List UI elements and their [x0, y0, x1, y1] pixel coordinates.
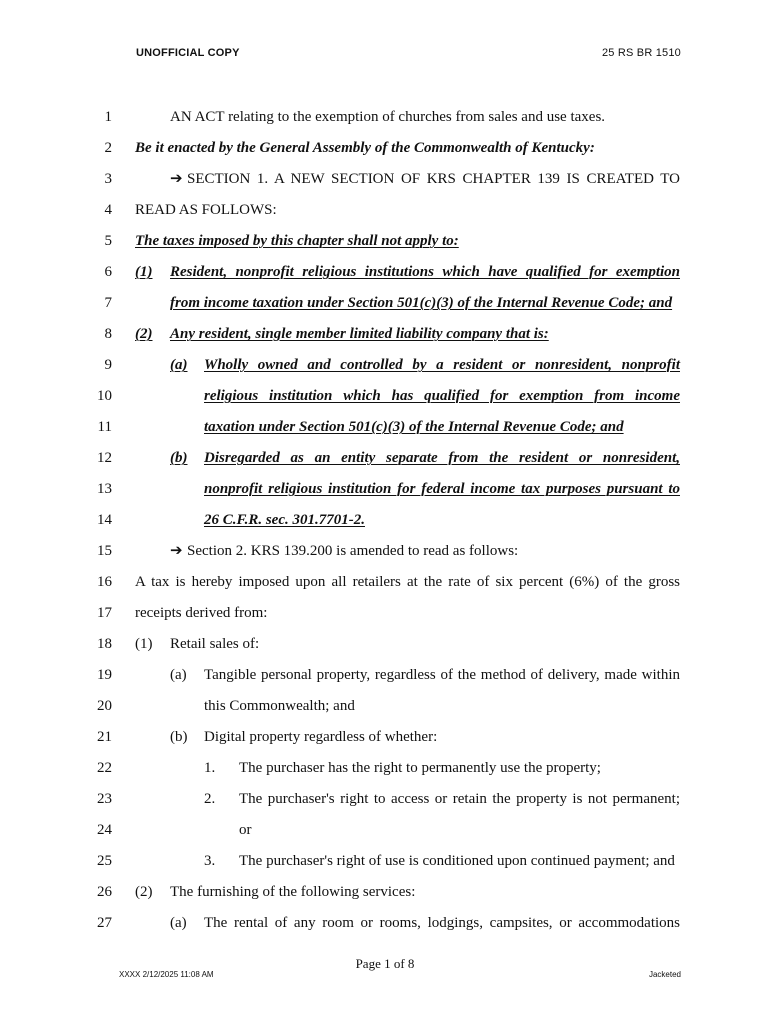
doc-line: [0, 572, 770, 596]
line-text: The furnishing of the following services:: [170, 884, 416, 900]
doc-line: [0, 169, 770, 193]
list-marker: 3.: [204, 853, 216, 869]
header-right: 25 RS BR 1510: [601, 47, 681, 59]
doc-line: [0, 448, 770, 472]
doc-line: [0, 107, 770, 131]
list-marker: (a): [170, 357, 188, 373]
line-number: 14: [97, 512, 112, 528]
line-text: Retail sales of:: [170, 636, 260, 652]
line-number: 5: [104, 233, 112, 249]
new-text: religious institution which has qualified for exemption from income: [204, 388, 680, 404]
doc-line: [0, 262, 770, 286]
line-number: 24: [97, 822, 112, 838]
doc-line: [0, 293, 770, 317]
doc-line: [0, 851, 770, 875]
line-number: 13: [97, 481, 112, 497]
new-text: Disregarded as an entity separate from the resident or nonresident,: [204, 450, 680, 466]
line-text: or: [239, 822, 252, 838]
line-number: 15: [97, 543, 112, 559]
doc-line: [0, 417, 770, 441]
new-text: The taxes imposed by this chapter shall not apply to:: [135, 233, 459, 249]
doc-line: [0, 231, 770, 255]
arrow-icon: ➔: [170, 171, 183, 187]
new-text: nonprofit religious institution for federal income tax purposes pursuant to: [204, 481, 680, 497]
doc-line: [0, 386, 770, 410]
line-text: Digital property regardless of whether:: [204, 729, 438, 745]
line-number: 21: [97, 729, 112, 745]
line-number: 19: [97, 667, 112, 683]
doc-line: [0, 603, 770, 627]
line-number: 27: [97, 915, 112, 931]
line-text: Tangible personal property, regardless of the method of delivery, made within: [204, 667, 680, 683]
doc-line: [0, 510, 770, 534]
line-number: 23: [97, 791, 112, 807]
line-number: 7: [104, 295, 112, 311]
doc-line: [0, 138, 770, 162]
new-text: 26 C.F.R. sec. 301.7701-2.: [204, 512, 365, 528]
footer-left: XXXX 2/12/2025 11:08 AM: [119, 970, 214, 979]
line-number: 10: [97, 388, 112, 404]
doc-line: [0, 665, 770, 689]
section-heading: Section 2. KRS 139.200 is amended to read as follows:: [187, 543, 519, 559]
line-number: 16: [97, 574, 112, 590]
line-number: 4: [104, 202, 112, 218]
list-marker: (a): [170, 915, 187, 931]
doc-line: [0, 820, 770, 844]
line-number: 18: [97, 636, 112, 652]
list-marker: (b): [170, 729, 188, 745]
doc-line: [0, 479, 770, 503]
list-marker: (b): [170, 450, 188, 466]
doc-line: [0, 324, 770, 348]
doc-line: [0, 758, 770, 782]
line-text: The purchaser's right of use is conditioned upon continued payment; and: [239, 853, 675, 869]
list-marker: 1.: [204, 760, 216, 776]
footer-right: Jacketed: [648, 970, 681, 979]
list-marker: (1): [135, 264, 153, 280]
doc-line: [0, 541, 770, 565]
header-left: UNOFFICIAL COPY: [136, 47, 240, 59]
line-text: READ AS FOLLOWS:: [135, 202, 277, 218]
line-number: 17: [97, 605, 112, 621]
line-number: 6: [104, 264, 112, 280]
list-marker: 2.: [204, 791, 216, 807]
line-number: 25: [97, 853, 112, 869]
line-text: receipts derived from:: [135, 605, 268, 621]
new-text: Any resident, single member limited liability company that is:: [170, 326, 549, 342]
doc-line: [0, 355, 770, 379]
list-marker: (2): [135, 884, 153, 900]
doc-line: [0, 913, 770, 937]
line-number: 3: [104, 171, 112, 187]
line-text: this Commonwealth; and: [204, 698, 355, 714]
line-number: 12: [97, 450, 112, 466]
line-number: 26: [97, 884, 112, 900]
list-marker: (1): [135, 636, 153, 652]
line-number: 2: [104, 140, 112, 156]
line-text: A tax is hereby imposed upon all retailers at the rate of six percent (6%) of the gross: [135, 574, 680, 590]
doc-line: [0, 200, 770, 224]
list-marker: (2): [135, 326, 153, 342]
section-heading: SECTION 1. A NEW SECTION OF KRS CHAPTER 139 IS CREATED TO: [187, 171, 680, 187]
line-number: 8: [104, 326, 112, 342]
line-text: AN ACT relating to the exemption of churches from sales and use taxes.: [170, 109, 606, 125]
line-text: The rental of any room or rooms, lodgings, campsites, or accommodations: [204, 915, 680, 931]
line-text: The purchaser has the right to permanently use the property;: [239, 760, 601, 776]
line-number: 22: [97, 760, 112, 776]
doc-line: [0, 727, 770, 751]
new-text: from income taxation under Section 501(c)(3) of the Internal Revenue Code; and: [170, 295, 673, 311]
new-text: taxation under Section 501(c)(3) of the Internal Revenue Code; and: [204, 419, 624, 435]
enacting-clause: Be it enacted by the General Assembly of the Commonwealth of Kentucky:: [135, 140, 595, 156]
line-number: 9: [104, 357, 112, 373]
doc-line: [0, 882, 770, 906]
line-number: 1: [104, 109, 112, 125]
line-number: 11: [97, 419, 112, 435]
line-number: 20: [97, 698, 112, 714]
page-number: Page 1 of 8: [355, 956, 415, 971]
doc-line: [0, 696, 770, 720]
arrow-icon: ➔: [170, 543, 183, 559]
new-text: Wholly owned and controlled by a resident or nonresident, nonprofit: [204, 357, 680, 373]
list-marker: (a): [170, 667, 187, 683]
doc-line: [0, 789, 770, 813]
doc-line: [0, 634, 770, 658]
new-text: Resident, nonprofit religious institutions which have qualified for exemption: [170, 264, 680, 280]
line-text: The purchaser's right to access or retain the property is not permanent;: [239, 791, 680, 807]
